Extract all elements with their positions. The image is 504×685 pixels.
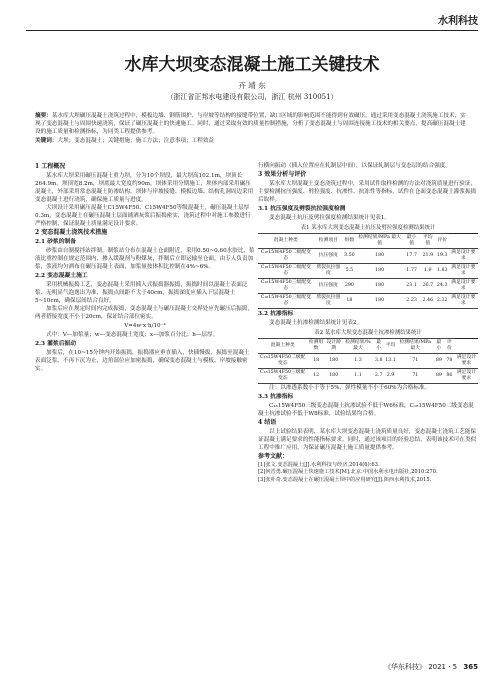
table-cell: 2.46 (420, 294, 436, 309)
table-cell: 71 (397, 369, 434, 384)
article-title: 水库大坝变态混凝土施工关键技术 (124, 55, 380, 75)
table-header-cell: 混凝土种类 (258, 339, 308, 354)
abstract (35, 112, 469, 145)
table-cell: 5.5 (343, 264, 356, 279)
table-cell: 满足设计要求 (455, 369, 478, 384)
formula: V=4w·x·h/10⁻⁴ (124, 323, 166, 329)
table-cell: 抗压强度 (314, 279, 343, 294)
table-cell: 71 (397, 354, 434, 369)
table-cell: 劈裂抗拉强度 (314, 264, 343, 279)
subsection-heading: 3.2 抗渗指标 (258, 311, 294, 317)
reference-item: [1]张文.变态混凝土[J].水利科技与经济,2014(6):63. (258, 461, 380, 468)
paragraph: C₁₈15W4F50三级变态混凝土抗渗试验不低于W6标准，C₁₈15W4F50二级变态混凝土抗渗试验不低于W8标准，试验结果均合格。 (258, 403, 474, 417)
table-header-cell: 平均 (384, 339, 397, 354)
table-cell: 180 (325, 369, 343, 384)
table-header-cell: 评价 (436, 234, 449, 249)
table-cell: 180 (356, 294, 404, 309)
strength-table (258, 233, 478, 309)
table-header-cell: 平均值 (420, 234, 436, 249)
table-caption: 表2 某水库大坝变态混凝土抗渗检测结果统计 (314, 330, 422, 336)
table-cell: 2.23 (404, 294, 420, 309)
table-cell: 13.1 (384, 354, 397, 369)
table-row (258, 369, 478, 384)
table-cell: 1.1 (343, 369, 374, 384)
subsection-heading: 3.1 抗压强度及劈裂抗拉强度检测 (258, 206, 346, 212)
table-cell: 满足设计要求 (449, 264, 478, 279)
table-header-cell: 检测结果/% 最大 (343, 339, 374, 354)
table-cell: 24.3 (436, 279, 449, 294)
paragraph: 加浆后应在规定时间内完成振捣，变态混凝土与碾压混凝土交界处应先碾压后振捣，两者搭接宽度不小于20cm，保证结合部位密实。 (35, 306, 253, 320)
table-cell: C₁₈15W4F50三级配变态 (258, 369, 308, 384)
table-header-cell: 设计龄期 (325, 339, 343, 354)
paragraph: 大坝设计采用碾压混凝土C15W4F50、C15W4F50等级混凝土，碾压混凝土层厚0.3m，变态混凝土在碾压混凝土层面铺洒灰浆后振捣密实，浇筑过程中对施工参数进行严格控制，保证混凝土质量满足设计要求。 (35, 205, 251, 227)
subsection-heading: 3.3 抗渗指标 (258, 394, 294, 400)
table-cell: 劈裂抗拉强度 (314, 294, 343, 309)
reference-item: [2]何晋勇.碾压混凝土快速施工技术[M].北京:中国水利水电出版社,2010:270. (258, 469, 438, 475)
table-note: 注：以渗透系数小于等于5%，弹性模量不小于60%为合格标准。 (269, 385, 431, 391)
left-column (35, 162, 255, 373)
table-row (258, 294, 478, 309)
table-cell: 180 (325, 354, 343, 369)
table-cell: 89 (434, 354, 445, 369)
section-heading: 2 变态混凝土浇筑技术措施 (35, 229, 108, 236)
table-header-cell: 组数 (343, 234, 356, 249)
subsection-heading: 2.2 变态混凝土施工 (35, 273, 88, 279)
paragraph: 加浆后，在10~15分钟内开始振捣，振捣器应垂直插入，快插慢拔，振捣至混凝土表面泛浆、不再下沉为止，边角部位应加密振捣，确保变态混凝土与模板、岸坡接触密实。 (35, 350, 250, 372)
running-header (26, 6, 478, 31)
table-cell: 3.50 (343, 249, 356, 264)
table-cell: 1.3 (343, 354, 374, 369)
table-cell: C₁₈15W4F50二级配变态 (258, 249, 314, 264)
table-cell: 抗压强度 (314, 249, 343, 264)
table-cell: 满足设计要求 (449, 279, 478, 294)
table-cell: 满足设计要求 (455, 354, 478, 369)
subsection-heading: 2.1 砂浆的制备 (35, 239, 77, 245)
abstract-text: 某水库大坝碾压混凝土浇筑过程中，模板边墙、钢筋围护、与岸坡等结构的接缝带位置，缺口区域的影响范围不能得到有效碾压。通过采用变态混凝土浇筑施工技术，实现了变态混凝土与周围快速浇筑，保证了碾压混凝土的快速施工。同时，通过采取有效的质量控制措施，分析了变态混凝土与周围连接施工技术的相关要点，提高碾压混凝土建设的施工质量和检测指标，为同类工程提供参考。 (35, 113, 466, 136)
table-cell: 2.7 (373, 369, 384, 384)
footer-journal: 《华东科技》 (383, 663, 426, 671)
table-cell: C₁₈15W4F50三级配变态 (258, 279, 314, 294)
section-heading: 4 结语 (258, 419, 277, 426)
table-row (258, 249, 478, 264)
table-header-cell: 最小 (434, 339, 445, 354)
references-title: 参考文献： (258, 453, 289, 460)
table-cell: C₁₈15W4F50三级配变态 (258, 294, 314, 309)
table-cell: 17.7 (404, 249, 420, 264)
table-header-cell: 检测结果/MPa 最大 (397, 339, 434, 354)
table-cell: 满足设计要求 (449, 294, 478, 309)
table-cell: 1.83 (436, 264, 449, 279)
table-cell: 86 (444, 369, 455, 384)
table-cell: C₁₈15W4F50二级配变态 (258, 264, 314, 279)
table-caption: 表1 某水库大坝变态混凝土抗压及劈拉强度检测结果统计 (300, 225, 436, 231)
page-footer (384, 662, 478, 672)
reference-item: [3]张朴奇.变态混凝土在碾压混凝土坝中的应用研究[J].陕西水利技术,2015. (258, 476, 432, 483)
abstract-label: 摘要： (35, 113, 52, 119)
table-cell: 26.7 (420, 279, 436, 294)
journal-section: 水利科技 (438, 16, 478, 27)
table-header-cell: 检测结果/MPa 最大值 (356, 234, 404, 249)
subsection-heading: 2.3 灌浆后振动 (35, 341, 77, 347)
table-header-row (258, 339, 478, 354)
paragraph: 变态混凝土抗压及劈拉强度检测结果统计见表1。 (269, 215, 391, 221)
author: 卉 靖 东 (238, 81, 266, 90)
table-header-cell: 检测组数 (308, 339, 325, 354)
paragraph: 砂浆由自制搅拌站拌制，制浆站分布在混凝土仓面附近，采用0.50~0.60水胶比，浆液比重控制在规定范围内，掺入缓凝剂与粉煤灰，拌制后立即运输至仓面，由专人负责加浆，浆液均匀洒布在碾压混凝土表面，加浆量按体积比控制在4%~6%。 (35, 248, 255, 270)
table-cell: 3.8 (373, 354, 384, 369)
table-cell: 180 (356, 264, 404, 279)
table-cell: 2.9 (384, 369, 397, 384)
table-cell: 满足设计要求 (449, 249, 478, 264)
table-row (258, 354, 478, 369)
table-cell: 1.77 (404, 264, 420, 279)
affiliation: （浙江省正邦水电建设有限公司，浙江 杭州 310051） (166, 93, 338, 101)
paragraph: 某水库大坝采用碾压混凝土重力坝，分为10个坝段，最大坝高102.1m，坝顶长264.9m，坝顶宽8.2m，坝底最大宽度约90m。坝体采用分期施工，坝体内部采用碾压混凝土，外部采用常态混凝土防渗结构，坝体与岸坡接缝、模板边墙、结构孔洞周边采用变态混凝土进行浇筑，确保施工质量与进度。 (35, 173, 254, 203)
section-heading: 1 工程概况 (35, 163, 66, 170)
table-header-cell: 最小 (373, 339, 384, 354)
impermeability-table (258, 338, 478, 384)
references (258, 453, 478, 484)
table-row (258, 264, 478, 279)
table-cell: 21.9 (420, 249, 436, 264)
table-cell: 18 (308, 354, 325, 369)
table-cell: 180 (356, 279, 404, 294)
table-cell: 290 (343, 279, 356, 294)
paragraph: 采用机械振捣工艺，变态混凝土采用插入式振捣器振捣，振捣时间以混凝土表面泛浆、无明显气泡逸出为准，振捣点间距不大于40cm，振捣深度应插入下层混凝土5~10cm，确保层间结合良好。 (35, 282, 248, 304)
table-cell: 1.9 (420, 264, 436, 279)
table-header-cell: 混凝土种类 (258, 234, 314, 249)
table-cell: 180 (356, 249, 404, 264)
table-row (258, 279, 478, 294)
table-cell: 78 (444, 354, 455, 369)
paragraph: 行横向振动（插入位置应在轧制层中间），以保证轧制层与变态层的结合强度。 (258, 163, 451, 169)
paragraph: 某水库大坝混凝土变态浇筑过程中，采用试件取样检测的方法对浇筑质量进行验证，主要检测抗压强度、劈拉强度、抗渗性、抗冻性等指标，试件在仓面变态混凝土灌浆振捣后取样。 (258, 181, 477, 203)
table-cell: 89 (434, 369, 445, 384)
section-heading: 3 效果分析与评价 (258, 171, 307, 178)
footer-issue: 2021 · 5 (428, 663, 458, 671)
table-cell: 19.3 (436, 249, 449, 264)
table-header-row (258, 234, 478, 249)
table-header-cell: 评价 (444, 339, 455, 354)
table-cell: C₁₈15W4F50二级配变态 (258, 354, 308, 369)
right-column (258, 162, 478, 484)
table-cell: 18 (343, 294, 356, 309)
keywords-label: 关键词： (35, 137, 58, 144)
page-number: 365 (463, 663, 478, 671)
table-header-cell: 最小值 (404, 234, 420, 249)
paragraph: 式中：V—加浆量；w—变态混凝土宽度；x—加浆百分比；h—层厚。 (46, 332, 219, 338)
paragraph: 变态混凝土抗渗检测结果统计见表2。 (269, 320, 363, 326)
table-header-cell: 检测项目 (314, 234, 343, 249)
table-cell: 23.1 (404, 279, 420, 294)
keywords: 大坝；变态混凝土；关键措施；施工方法；注意事项；工程效益 (57, 137, 215, 144)
paragraph: 以上试验结果表明，某水库大坝变态混凝土浇筑质量良好，变态混凝土浇筑工艺能保证混凝土满足要求的性能指标要求。同时，通过该项目的经验总结，表明该技术可在类似工程中推广应用，为保证碾压混凝土施工质量提供参考。 (258, 429, 477, 451)
table-cell: 2.32 (436, 294, 449, 309)
table-cell: 12 (308, 369, 325, 384)
